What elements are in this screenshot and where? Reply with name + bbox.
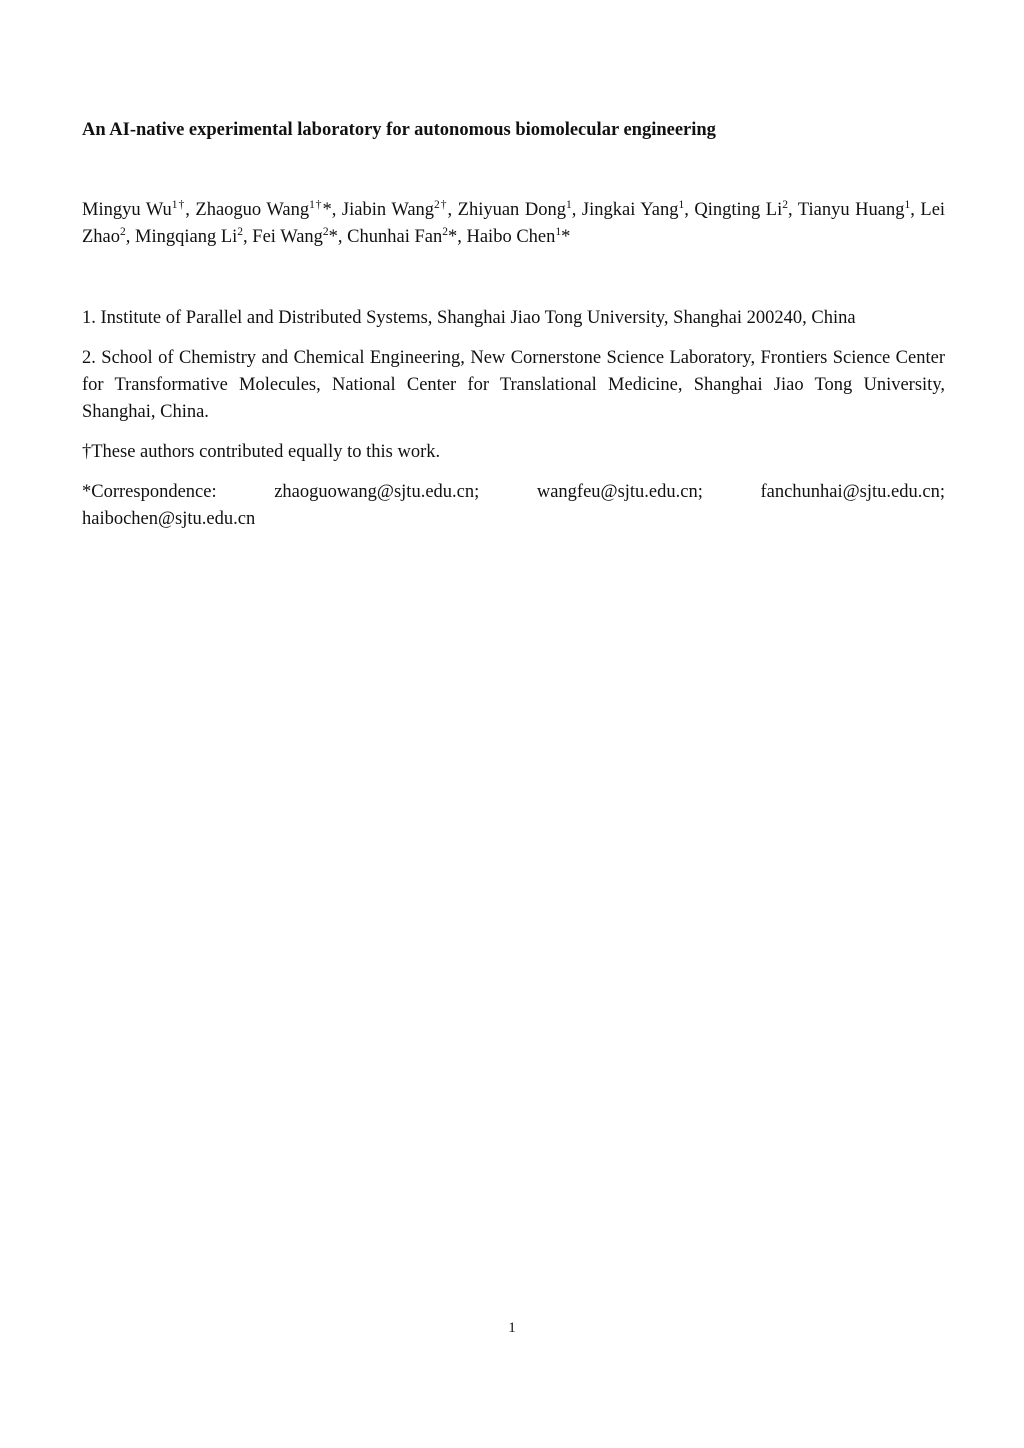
email-link[interactable]: wangfeu@sjtu.edu.cn;: [536, 482, 703, 502]
author: Zhaoguo Wang$^{1\dagger}$*,: [195, 199, 342, 220]
page-number: 1: [508, 1320, 516, 1336]
author: Chunhai Fan$^2$*,: [347, 226, 467, 247]
affiliation-1: 1. Institute of Parallel and Distributed Systems, Shanghai Jiao Tong University, Shanghai 200240, China: [82, 308, 856, 328]
author: Jiabin Wang$^{2\dagger}$,: [341, 199, 458, 220]
author: Haibo Chen$^1$*: [466, 226, 571, 247]
author: Mingyu $Wu^{1\dagger}$,: [82, 199, 196, 220]
author-list: [82, 197, 945, 251]
author: Qingting Li$^2$,: [694, 199, 798, 220]
author: Fei Wang$^2$*,: [252, 226, 348, 247]
correspondence-line: [82, 479, 945, 506]
author: Jingkai Yang$^1$,: [581, 199, 695, 220]
affiliation-2: 2. School of Chemistry and Chemical Engineering, New Cornerstone Science Laboratory, Frontiers Science Center for Transformative Molecules, National Center for Translational Medicine, Shanghai Jiao Tong University, Shanghai, China.: [82, 348, 945, 422]
email-link[interactable]: zhaoguowang@sjtu.edu.cn;: [274, 482, 480, 502]
correspondence: [82, 479, 945, 533]
author: Zhiyuan Dong$^1$,: [457, 199, 582, 220]
author: Mingqiang Li$^2$,: [135, 226, 253, 247]
paper-title: An AI-native experimental laboratory for autonomous biomolecular engineering: [82, 120, 716, 140]
email-link[interactable]: fanchunhai@sjtu.edu.cn;: [760, 482, 945, 502]
email-link[interactable]: haibochen@sjtu.edu.cn: [82, 509, 256, 529]
author: Lei Zhao$^2$,: [82, 200, 946, 247]
correspondence-label: *Correspondence:: [82, 482, 217, 502]
correspondence-last-line: [82, 506, 945, 533]
author: Tianyu Huang$^1$,: [797, 199, 921, 220]
equal-contribution-note: †These authors contributed equally to this work.: [82, 442, 441, 462]
